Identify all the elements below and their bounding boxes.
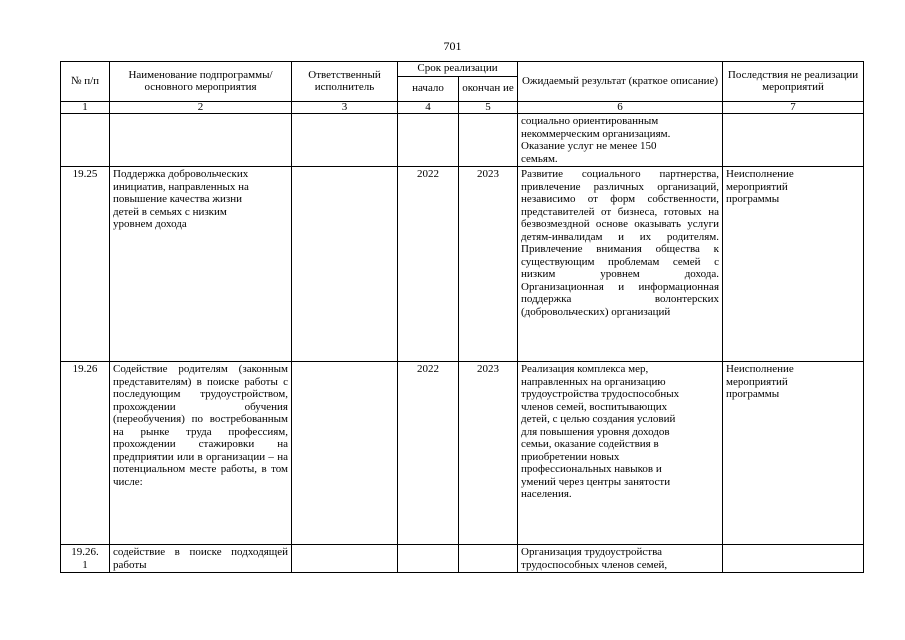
row-start <box>398 114 459 167</box>
row-start: 2022 <box>398 362 459 545</box>
row-end <box>459 545 518 573</box>
table-row <box>61 545 864 573</box>
row-consequence <box>723 114 864 167</box>
table-row <box>61 362 864 545</box>
column-number: 2 <box>110 102 292 114</box>
column-number: 7 <box>723 102 864 114</box>
row-consequence <box>723 545 864 573</box>
row-end: 2023 <box>459 362 518 545</box>
row-name: Поддержка добровольческих инициатив, направленных на повышение качества жизни детей в семьях с низким уровнем дохода <box>110 167 292 362</box>
row-consequence: Неисполнение мероприятий программы <box>723 167 864 362</box>
row-end: 2023 <box>459 167 518 362</box>
column-number: 1 <box>61 102 110 114</box>
row-executor <box>292 545 398 573</box>
header-executor: Ответственный исполнитель <box>292 62 398 102</box>
column-number: 3 <box>292 102 398 114</box>
row-executor <box>292 362 398 545</box>
header-num: № п/п <box>61 62 110 102</box>
row-num <box>61 114 110 167</box>
column-number: 4 <box>398 102 459 114</box>
row-start: 2022 <box>398 167 459 362</box>
row-end <box>459 114 518 167</box>
row-result: социально ориентированным некоммерческим организациям. Оказание услуг не менее 150 семьям. <box>518 114 723 167</box>
table-row <box>61 114 864 167</box>
row-start <box>398 545 459 573</box>
column-number: 6 <box>518 102 723 114</box>
row-executor <box>292 114 398 167</box>
row-result: Развитие социального партнерства, привлечение различных организаций, независимо от форм собственности, представителей от бизнеса, готовых на безвозмездной основе оказывать услуги детям-инвалидам и их родителям. Привлечение внимания общества к существующим проблемам семей с низким уровнем дохода. Организационная и информационная поддержка волонтерских (добровольческих) организаций <box>518 167 723 362</box>
measures-table <box>60 61 864 573</box>
header-start: начало <box>398 77 459 102</box>
header-term: Срок реализации <box>398 62 518 77</box>
header-result: Ожидаемый результат (краткое описание) <box>518 62 723 102</box>
header-name: Наименование подпрограммы/ основного мероприятия <box>110 62 292 102</box>
row-name <box>110 114 292 167</box>
page-number: 701 <box>443 39 462 53</box>
row-executor <box>292 167 398 362</box>
row-result: Организация трудоустройства трудоспособных членов семей, <box>518 545 723 573</box>
row-name: Содействие родителям (законным представителям) в поиске работы с последующим трудоустройством, прохождении обучения (переобучения) по востребованным на рынке труда профессиям, прохождении стажировки на предприятии или в организации – на потенциальном месте работы, в том числе: <box>110 362 292 545</box>
row-name: содействие в поиске подходящей работы <box>110 545 292 573</box>
column-number: 5 <box>459 102 518 114</box>
row-num: 19.26 <box>61 362 110 545</box>
table-row <box>61 167 864 362</box>
row-num: 19.26. 1 <box>61 545 110 573</box>
header-end: окончан ие <box>459 77 518 102</box>
row-result: Реализация комплекса мер, направленных на организацию трудоустройства трудоспособных членов семей, воспитывающих детей, с целью создания условий для повышения уровня доходов семьи, оказание содействия в приобретении новых профессиональных навыков и умений через центры занятости населения. <box>518 362 723 545</box>
row-num: 19.25 <box>61 167 110 362</box>
header-consequence: Последствия не реализации мероприятий <box>723 62 864 102</box>
row-consequence: Неисполнение мероприятий программы <box>723 362 864 545</box>
